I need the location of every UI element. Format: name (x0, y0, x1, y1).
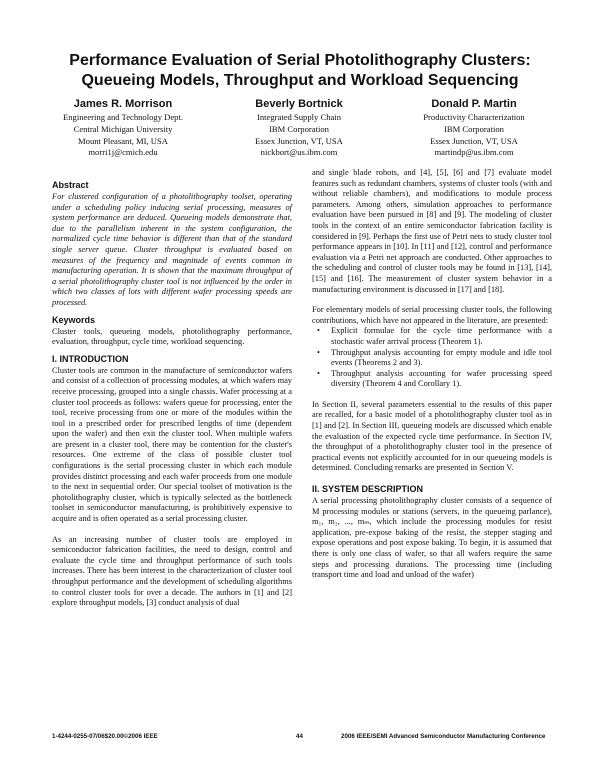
author-name: Donald P. Martin (431, 98, 517, 110)
author-organization: IBM Corporation (444, 123, 504, 134)
list-item: • Throughput analysis accounting for empty module and idle tool events (Theorems 2 and 3). (331, 348, 552, 369)
introduction-paragraph: As an increasing number of cluster tools are employed in semiconductor fabrication facilities, the need to design, control and evaluate the cycle time and throughput performance of such tools increases. There has been interest in the characterization of cluster tool throughput performance and the development of scheduling algorithms to control cluster tools for over a decade. The authors in [1] and [2] explore throughput models, [3] conduct analysis of dual (52, 534, 292, 608)
author-email: nickbort@us.ibm.com (260, 147, 338, 158)
contributions-list (312, 326, 552, 390)
keywords-heading: Keywords (52, 314, 96, 325)
system-description-heading: II. SYSTEM DESCRIPTION (312, 484, 424, 495)
author-affiliation: Engineering and Technology Dept. (63, 112, 183, 122)
author-email: martindp@us.ibm.com (434, 147, 514, 158)
title-line-2: Queueing Models, Throughput and Workload Sequencing (81, 72, 519, 89)
author-address: Essex Junction, VT, USA (430, 135, 518, 146)
author-affiliation: Productivity Characterization (423, 112, 525, 122)
footer-page-number: 44 (296, 733, 303, 740)
author-name: James R. Morrison (73, 98, 173, 110)
author-organization: Central Michigan University (73, 123, 173, 134)
author-block-2 (214, 98, 384, 159)
author-block-1 (38, 98, 208, 159)
abstract-text: For clustered configuration of a photolithography toolset, operating under a scheduling policy inducing serial processing, measures of system performance are deduced. Queueing models demonstrate that, due to the parallelism inherent in the system configuration, the normalized cycle time behavior is different than that of the standard single server queue. Cluster throughput is evaluated based on measures of the frequency and magnitude of events common in manufacturing operation. It is shown that the maximum throughput of a serial photolithography cluster tool is not influenced by the order in which two classes of lots with different wafer processing speeds are processed. (52, 192, 292, 307)
author-address: Essex Junction, VT, USA (255, 135, 343, 146)
introduction-paragraph: For elementary models of serial processing cluster tools, the following contributions, which have not appeared in the literature, are presented: (312, 305, 552, 325)
author-affiliation: Integrated Supply Chain (256, 112, 341, 122)
footer-conference: 2006 IEEE/SEMI Advanced Semiconductor Manufacturing Conference (341, 733, 546, 740)
list-item: • Explicit formulae for the cycle time performance with a stochastic wafer arrival process (Theorem 1). (331, 326, 552, 347)
introduction-heading: I. INTRODUCTION (52, 353, 129, 364)
author-block-3 (389, 98, 559, 159)
keywords-text: Cluster tools, queueing models, photolithography performance, evaluation, throughput, cycle time, workload sequencing. (52, 326, 292, 347)
footer-copyright: 1-4244-0255-07/06$20.00©2006 IEEE (52, 733, 158, 740)
author-email: morri1j@cmich.edu (88, 147, 158, 158)
paper-title (40, 51, 560, 91)
abstract-heading: Abstract (52, 180, 89, 190)
introduction-paragraph: Cluster tools are common in the manufacture of semiconductor wafers and consist of a collection of processing modules, at which wafers may receive processing, grouped into a single chassis. Wafer processing at a cluster tool proceeds as follows: wafers queue for processing, enter the tool, receive processing from one or more of the modules within the tool in a prescribed order for prescribed lengths of time (dependent upon the wafer) and then exit the cluster tool. When multiple wafers are present in a cluster tool, there may be contention for the cluster's resources. One extreme of the class of possible cluster tool configurations is the serial processing cluster in which each module provides distinct processing and each wafer proceeds from one module to the next in sequential order. Our special toolset of motivation is the photolithography cluster, which is typically selected as the bottleneck toolset in semiconductor manufacturing, is prohibitively expensive to acquire and is often operated as a serial processing cluster. (52, 365, 292, 524)
author-name: Beverly Bortnick (255, 98, 343, 110)
introduction-paragraph: and single blade robots, and [4], [5], [6] and [7] evaluate model features such as redundant chambers, systems of cluster tools (with and without reliable chambers), and modifications to module process parameters. Among others, simulation approaches to performance evaluation have been pursued in [8] and [9]. The modeling of cluster tools in the context of an entire semiconductor fabrication facility is considered in [9]. Perhaps the first use of Petri nets to study cluster tool performance appears in [10]. In [11] and [12], control and performance evaluation via a Petri net approach are conducted. Other approaches to the scheduling and control of cluster tools may be found in [13], [14], [15] and [16]. The measurement of cluster system behavior in a manufacturing environment is discussed in [17] and [18]. (312, 168, 552, 294)
author-organization: IBM Corporation (269, 123, 329, 134)
left-column (52, 180, 292, 609)
system-description-paragraph: A serial processing photolithography cluster consists of a sequence of M processing modules or stations (servers, in the queueing parlance), m₁, m₂, ..., mₘ, which include the processing modules for resist application, pre-expose baking of the resist, the stepper staging and expose operations and post expose baking. To begin, it is assumed that there is only one class of wafer, so that all wafers require the same steps and processing durations. The processing time (including transport time and load and unload of the wafer) (312, 496, 552, 580)
introduction-paragraph: In Section II, several parameters essential to the results of this paper are recalled, for a basic model of a photolithography cluster tool as in [1] and [2]. In Section III, queueing models are discussed which enable the evaluation of the expected cycle time performance. In Section IV, the throughput of a photolithography cluster tool in the presence of practical events not explicitly accounted for in our queueing models is determined. Concluding remarks are presented in Section V. (312, 399, 552, 473)
list-item: • Throughput analysis accounting for wafer processing speed diversity (Theorem 4 and Corollary 1). (331, 369, 552, 390)
right-column (312, 168, 552, 581)
title-line-1: Performance Evaluation of Serial Photolithography Clusters: (69, 52, 531, 69)
author-address: Mount Pleasant, MI, USA (78, 135, 168, 146)
